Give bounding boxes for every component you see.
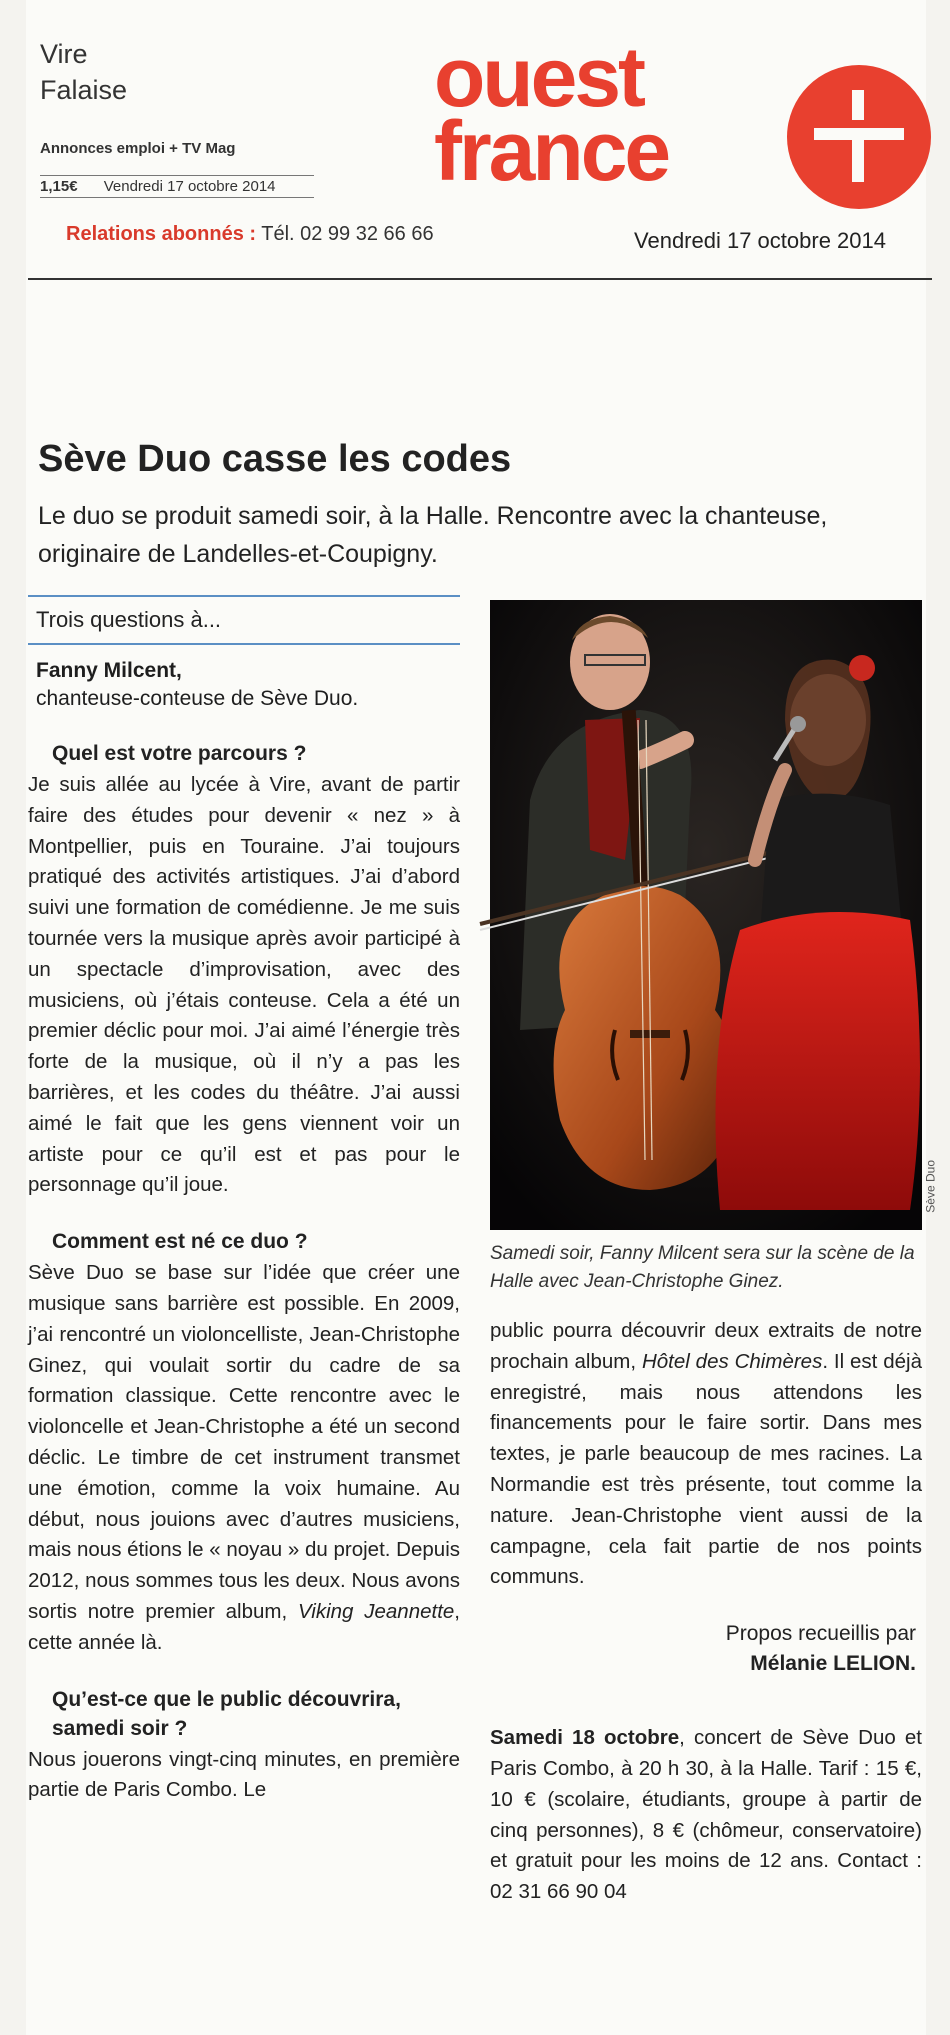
album-title-hotel-des-chimeres: Hôtel des Chimères — [641, 1349, 823, 1373]
answer-3-start: Nous jouerons vingt-cinq minutes, en première partie de Paris Combo. Le — [28, 1747, 460, 1802]
question-1: Quel est votre parcours ? — [52, 742, 307, 765]
subscriber-relations — [66, 223, 434, 246]
rubric-title: Trois questions à... — [28, 595, 460, 645]
cellist-and-singer-illustration — [490, 600, 922, 1230]
issue-date-small: Vendredi 17 octobre 2014 — [103, 178, 276, 195]
answer-1: Je suis allée au lycée à Vire, avant de partir faire des études pour devenir « nez » à Montpellier, puis en Touraine. J’ai toujours pratiqué des activités artistiques. J’ai d’abord suivi une formation de comédienne. Je me suis tournée vers la musique après avoir participé à un spectacle d’improvisation, avec des musiciens, où j’étais conteuse. Cela a été un premier déclic pour moi. J’ai aimé l’énergie très forte de la musique, où il n’y a pas les barrières, et les codes du théâtre. J’ai aussi aimé le fait que les gens viennent voir un artiste pour ce qu’il est et pas pour le personnage qu’il joue. — [28, 773, 460, 1197]
photo-credit: Sève Duo — [924, 1160, 938, 1213]
concert-info — [490, 1723, 922, 1908]
article-standfirst: Le duo se produit samedi soir, à la Halle. Rencontre avec la chanteuse, originaire de Landelles-et-Coupigny. — [38, 502, 828, 568]
edition-line-1: Vire — [40, 39, 88, 69]
relations-label: Relations abonnés : — [66, 223, 257, 245]
answer-2-text: Sève Duo se base sur l’idée que créer une musique sans barrière est possible. En 2009, j’ai rencontré un violoncelliste, Jean-Christophe Ginez, qui voulait sortir du cadre de sa formation classique. Cette rencontre avec le violoncelle et Jean-Christophe a été un second déclic. Le timbre de cet instrument transmet une émotion, comme la voix humaine. Au début, nous jouions avec d’autres musiciens, mais nous étions le « noyau » du projet. Depuis 2012, nous sommes tous les deux. Nous avons sortis notre premier album, — [28, 1261, 460, 1623]
answer-2 — [28, 1258, 460, 1658]
interviewee-name: Fanny Milcent, — [36, 659, 182, 682]
answer-3-end: . Il est déjà enregistré, mais nous attendons les financements pour le faire sortir. Dans mes textes, je parle beaucoup de mes racines. La Normandie est très présente, tout comme la nature. Jean-Christophe vient aussi de la campagne, cela fait partie de nos points communs. — [490, 1349, 923, 1589]
interviewee — [36, 657, 460, 713]
edition-name — [40, 36, 127, 108]
masthead-date: Vendredi 17 octobre 2014 — [634, 228, 886, 253]
ouest-france-logo — [434, 30, 934, 220]
signature-author: Mélanie LELION. — [750, 1652, 916, 1676]
masthead-divider — [28, 278, 932, 280]
concert-date: Samedi 18 octobre — [490, 1726, 680, 1750]
right-column — [490, 600, 938, 1908]
left-column — [28, 595, 460, 1806]
duo-photo — [490, 600, 938, 1230]
price-date-line — [40, 175, 314, 198]
concert-details: , concert de Sève Duo et Paris Combo, à 20 h 30, à la Halle. Tarif : 15 €, 10 € (scolaire, étudiants, groupe à partir de cinq personnes), 8 € (chômeur, conservatoire) et gratuit pour les moins de 12 ans. Contact : 02 31 66 90 04 — [490, 1726, 922, 1904]
logo-word-ouest: ouest — [434, 30, 644, 124]
signature-line: Propos recueillis par — [725, 1622, 916, 1646]
logo-wordmark — [434, 30, 669, 198]
article-headline: Sève Duo casse les codes — [38, 438, 512, 480]
logo-circle-icon — [784, 62, 934, 212]
question-2: Comment est né ce duo ? — [52, 1230, 308, 1254]
photo-caption: Samedi soir, Fanny Milcent sera sur la scène de la Halle avec Jean-Christophe Ginez. — [490, 1243, 915, 1292]
issue-price: 1,15€ — [40, 178, 78, 195]
logo-word-france: france — [434, 104, 669, 198]
interviewee-role: chanteuse-conteuse de Sève Duo. — [36, 687, 359, 710]
relations-phone: Tél. 02 99 32 66 66 — [261, 223, 434, 245]
question-3: Qu’est-ce que le public découvrira, samedi soir ? — [52, 1687, 401, 1740]
answer-2-end: , cette année là. — [28, 1599, 460, 1654]
edition-line-2: Falaise — [40, 75, 128, 105]
answer-3-text: public pourra découvrir deux extraits de notre prochain album, — [490, 1319, 922, 1373]
supplements-line: Annonces emploi + TV Mag — [40, 140, 236, 157]
article-signature — [490, 1619, 916, 1679]
answer-3-continued — [490, 1316, 922, 1593]
album-title-viking-jeannette: Viking Jeannette — [297, 1599, 455, 1623]
